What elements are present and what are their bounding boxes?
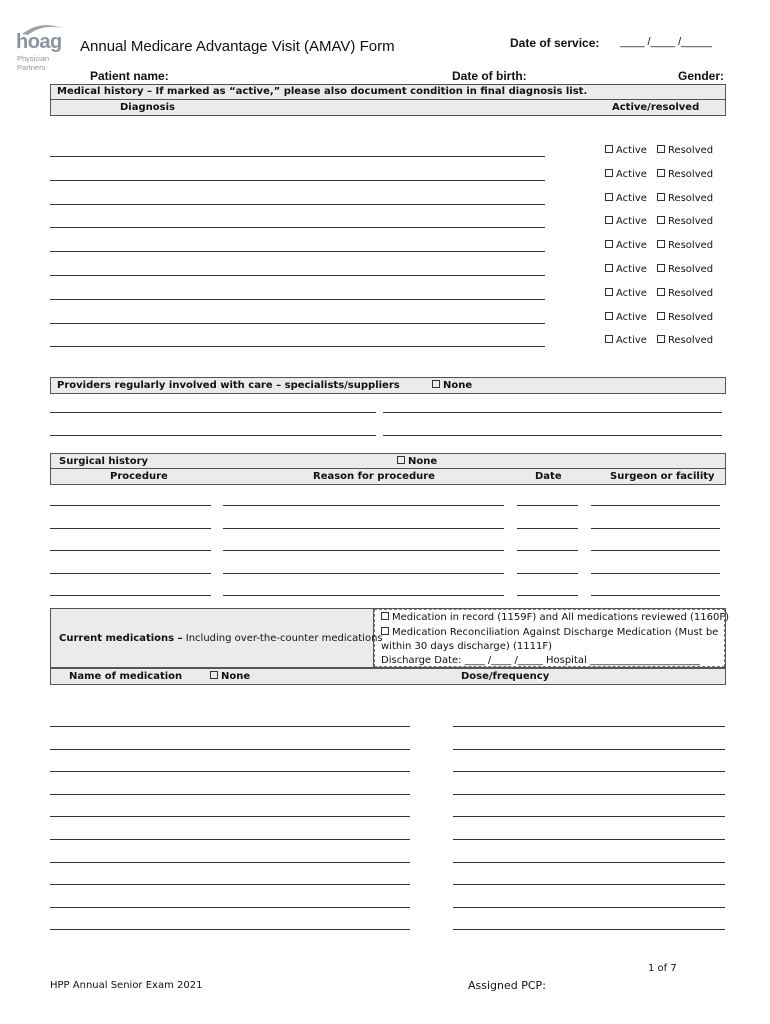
procedure-line[interactable] (50, 528, 211, 529)
medication-name-line[interactable] (50, 726, 410, 727)
gender-label: Gender: (678, 69, 725, 83)
medical-history-note: Medical history – If marked as “active,” please also document condition in final diagnosis list. (57, 86, 588, 97)
surgeon-line[interactable] (591, 573, 720, 574)
checkbox-icon[interactable] (657, 312, 665, 320)
checkbox-icon[interactable] (605, 288, 613, 296)
date-line[interactable] (517, 595, 578, 596)
active-option-label: Active (616, 287, 647, 299)
dose-frequency-line[interactable] (453, 862, 725, 863)
providers-none-label: None (443, 380, 473, 391)
dose-frequency-line[interactable] (453, 839, 725, 840)
status-options[interactable] (605, 145, 713, 156)
surgeon-line[interactable] (591, 595, 720, 596)
checkbox-icon[interactable] (657, 264, 665, 272)
footer-exam-name: HPP Annual Senior Exam 2021 (50, 980, 203, 991)
diagnosis-line[interactable] (50, 180, 545, 181)
provider-line[interactable] (383, 435, 722, 436)
procedure-column-header: Procedure (110, 471, 168, 482)
diagnosis-column-header: Diagnosis (120, 102, 175, 113)
date-line[interactable] (517, 505, 578, 506)
medication-reconciliation-option[interactable] (381, 627, 718, 638)
checkbox-icon[interactable] (657, 216, 665, 224)
status-options[interactable] (605, 216, 713, 227)
medication-name-line[interactable] (50, 816, 410, 817)
surgeon-line[interactable] (591, 550, 720, 551)
resolved-option-label: Resolved (667, 145, 714, 156)
checkbox-icon[interactable] (605, 240, 613, 248)
checkbox-icon (381, 612, 389, 620)
diagnosis-line[interactable] (50, 227, 545, 228)
medication-name-line[interactable] (50, 929, 410, 930)
date-column-header: Date (535, 471, 562, 482)
surgeon-line[interactable] (591, 505, 720, 506)
current-medications-label (59, 633, 383, 644)
active-option-label: Active (616, 216, 647, 228)
resolved-option-label: Resolved (667, 216, 714, 228)
date-line[interactable] (517, 550, 578, 551)
status-options[interactable] (605, 335, 713, 346)
resolved-option-label: Resolved (667, 287, 714, 299)
checkbox-icon[interactable] (605, 169, 613, 177)
current-medications-rest: Including over-the-counter medications (182, 633, 383, 644)
medication-none-label: None (221, 671, 251, 682)
status-options[interactable] (605, 312, 713, 323)
surgical-history-divider (50, 468, 726, 469)
dose-frequency-line[interactable] (453, 794, 725, 795)
medication-reconciliation-label-cont: within 30 days discharge) (1111F) (381, 641, 553, 652)
checkbox-icon[interactable] (605, 312, 613, 320)
medication-name-line[interactable] (50, 907, 410, 908)
medication-name-column-header: Name of medication (69, 671, 183, 682)
diagnosis-line[interactable] (50, 346, 545, 347)
medical-history-divider (50, 99, 726, 100)
date-of-service-blanks: ____ /____ /_____ (620, 36, 712, 48)
logo-brand: hoag (16, 31, 62, 53)
reason-column-header: Reason for procedure (313, 471, 435, 482)
date-line[interactable] (517, 528, 578, 529)
date-of-birth-label: Date of birth: (452, 69, 527, 83)
dose-frequency-line[interactable] (453, 726, 725, 727)
checkbox-icon[interactable] (605, 335, 613, 343)
reason-line[interactable] (223, 573, 504, 574)
resolved-option-label: Resolved (667, 168, 714, 180)
date-line[interactable] (517, 573, 578, 574)
dose-frequency-line[interactable] (453, 884, 725, 885)
active-resolved-column-header: Active/resolved (612, 102, 700, 113)
checkbox-icon[interactable] (657, 240, 665, 248)
resolved-option-label: Resolved (667, 192, 714, 204)
medication-name-line[interactable] (50, 839, 410, 840)
dose-frequency-line[interactable] (453, 907, 725, 908)
assigned-pcp-label: Assigned PCP: (468, 979, 546, 992)
reason-line[interactable] (223, 595, 504, 596)
diagnosis-line[interactable] (50, 204, 545, 205)
medication-name-line[interactable] (50, 771, 410, 772)
medication-reviewed-label: Medication in record (1159F) and All medications reviewed (1160F) (392, 612, 729, 623)
active-option-label: Active (616, 145, 647, 156)
dose-frequency-column-header: Dose/frequency (461, 671, 550, 682)
resolved-option-label: Resolved (667, 264, 714, 275)
active-option-label: Active (616, 335, 647, 347)
checkbox-icon[interactable] (657, 193, 665, 201)
checkbox-icon[interactable] (605, 145, 613, 153)
provider-line[interactable] (50, 412, 376, 413)
reason-line[interactable] (223, 528, 504, 529)
procedure-line[interactable] (50, 550, 211, 551)
discharge-date-line[interactable]: Discharge Date: ____ /____ /_____ Hospital ______________________ (381, 655, 700, 666)
checkbox-icon[interactable] (657, 288, 665, 296)
diagnosis-line[interactable] (50, 251, 545, 252)
diagnosis-line[interactable] (50, 275, 545, 276)
procedure-line[interactable] (50, 505, 211, 506)
medication-none-option[interactable] (210, 671, 250, 682)
medication-name-line[interactable] (50, 749, 410, 750)
status-options[interactable] (605, 240, 713, 251)
form-title: Annual Medicare Advantage Visit (AMAV) Form (80, 38, 395, 55)
providers-none-option[interactable] (432, 380, 472, 391)
dose-frequency-line[interactable] (453, 771, 725, 772)
provider-line[interactable] (50, 435, 376, 436)
medication-name-line[interactable] (50, 794, 410, 795)
status-options[interactable] (605, 169, 713, 180)
page-number: 1 of 7 (648, 963, 677, 974)
dose-frequency-line[interactable] (453, 929, 725, 930)
status-options[interactable] (605, 288, 713, 299)
status-options[interactable] (605, 193, 713, 204)
reason-line[interactable] (223, 550, 504, 551)
logo-sub2: Partners (17, 63, 46, 72)
procedure-line[interactable] (50, 573, 211, 574)
resolved-option-label: Resolved (667, 335, 714, 347)
active-option-label: Active (616, 168, 647, 180)
medication-name-line[interactable] (50, 862, 410, 863)
active-option-label: Active (616, 240, 647, 252)
dose-frequency-line[interactable] (453, 749, 725, 750)
date-of-service-label: Date of service: (510, 36, 600, 50)
resolved-option-label: Resolved (667, 240, 714, 252)
diagnosis-line[interactable] (50, 323, 545, 324)
checkbox-icon[interactable] (657, 145, 665, 153)
checkbox-icon[interactable] (605, 264, 613, 272)
checkbox-icon (397, 456, 405, 464)
surgical-none-label: None (408, 456, 438, 467)
diagnosis-line[interactable] (50, 299, 545, 300)
logo-sub1: Physician (17, 54, 50, 63)
checkbox-icon[interactable] (605, 193, 613, 201)
checkbox-icon[interactable] (657, 335, 665, 343)
patient-name-label: Patient name: (90, 69, 169, 83)
medication-reviewed-option[interactable] (381, 612, 729, 623)
dose-frequency-line[interactable] (453, 816, 725, 817)
status-options[interactable] (605, 264, 713, 275)
reason-line[interactable] (223, 505, 504, 506)
active-option-label: Active (616, 264, 647, 275)
surgeon-line[interactable] (591, 528, 720, 529)
medication-reconciliation-label: Medication Reconciliation Against Discharge Medication (Must be (392, 627, 719, 638)
active-option-label: Active (616, 192, 647, 204)
surgical-history-label: Surgical history (59, 456, 149, 467)
surgeon-column-header: Surgeon or facility (610, 471, 715, 482)
checkbox-icon[interactable] (605, 216, 613, 224)
surgical-none-option[interactable] (397, 456, 437, 467)
checkbox-icon (381, 627, 389, 635)
diagnosis-line[interactable] (50, 156, 545, 157)
active-option-label: Active (616, 311, 647, 323)
provider-line[interactable] (383, 412, 722, 413)
current-medications-bold: Current medications – (59, 633, 183, 644)
checkbox-icon[interactable] (657, 169, 665, 177)
resolved-option-label: Resolved (667, 311, 714, 323)
procedure-line[interactable] (50, 595, 211, 596)
checkbox-icon (432, 380, 440, 388)
hoag-logo (16, 22, 66, 74)
providers-label: Providers regularly involved with care – specialists/suppliers (57, 380, 400, 391)
medication-name-line[interactable] (50, 884, 410, 885)
checkbox-icon (210, 671, 218, 679)
